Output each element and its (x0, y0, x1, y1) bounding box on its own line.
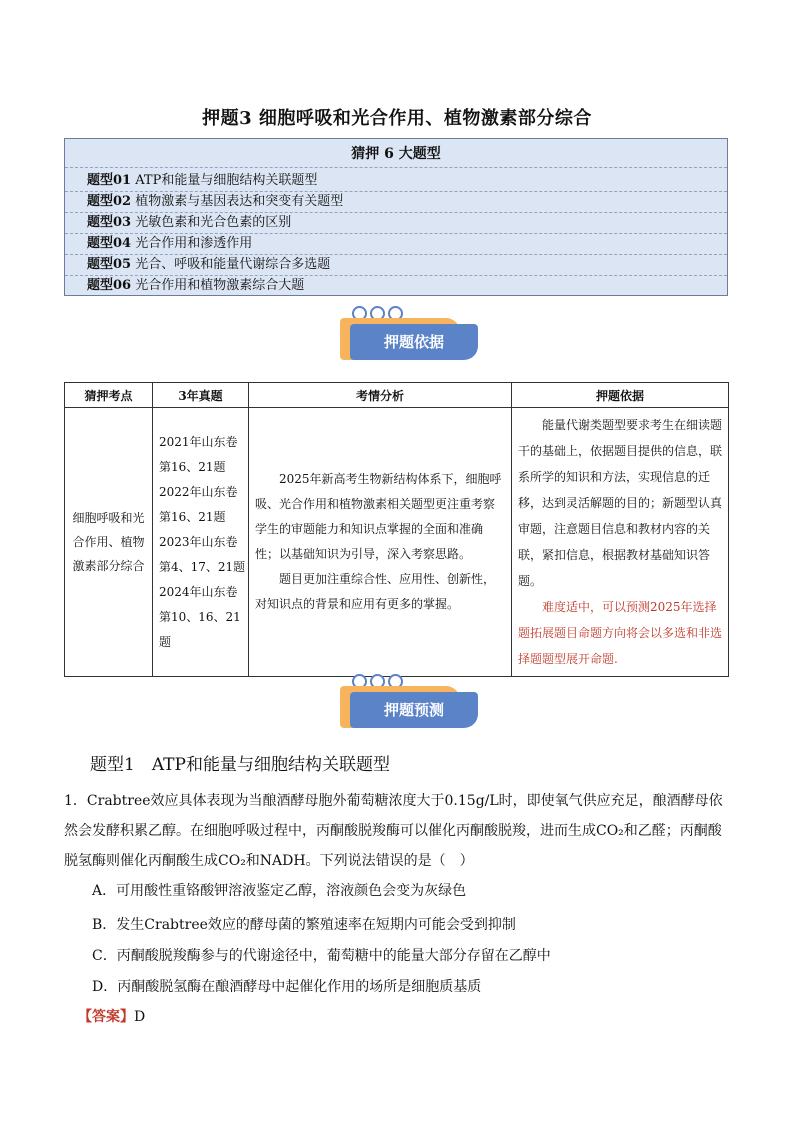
option-a: A．可用酸性重铬酸钾溶液鉴定乙醇，溶液颜色会变为灰绿色 (92, 883, 467, 899)
table-header-row (65, 383, 729, 408)
option-c: C．丙酮酸脱羧酶参与的代谢途径中，葡萄糖中的能量大部分存留在乙醇中 (92, 948, 551, 964)
table-header: 猜押考点 (65, 383, 153, 408)
page-title: 押题3 细胞呼吸和光合作用、植物激素部分综合 (202, 108, 592, 129)
badge-label: 押题依据 (350, 324, 478, 360)
answer-tag: 【答案】 (78, 1009, 134, 1025)
divider (65, 212, 727, 213)
topic-cell: 细胞呼吸和光合作用、植物激素部分综合 (65, 408, 153, 677)
divider (65, 167, 727, 168)
summary-item: 题型05 光合、呼吸和能量代谢综合多选题 (87, 257, 331, 272)
summary-item: 题型03 光敏色素和光合色素的区别 (87, 215, 292, 230)
question-stem: 1．Crabtree效应具体表现为当酿酒酵母胞外葡萄糖浓度大于0.15g/L时，即使氧气供应充足，酿酒酵母依然会发酵积累乙醇。在细胞呼吸过程中，丙酮酸脱羧酶可以催化丙酮酸脱羧，进而生成CO₂和乙醛；丙酮酸脱氢酶则催化丙酮酸生成CO₂和NADH。下列说法错误的是（ ） (64, 793, 723, 869)
years-cell: 2021年山东卷 第16、21题 2022年山东卷 第16、21题 2023年山东卷 第4、17、21题 2024年山东卷 第10、16、21 题 (153, 408, 249, 677)
table-row (65, 408, 729, 677)
summary-item: 题型06 光合作用和植物激素综合大题 (87, 278, 305, 293)
analysis-cell: 2025年新高考生物新结构体系下，细胞呼吸、光合作用和植物激素相关题型更注重考察学生的审题能力和知识点掌握的全面和准确性；以基础知识为引导，深入考察思路。 题目更加注重综合性、应用性、创新性，对知识点的背景和应用有更多的掌握。 (249, 408, 512, 677)
option-d: D．丙酮酸脱氢酶在酿酒酵母中起催化作用的场所是细胞质基质 (92, 979, 482, 995)
basis-cell: 能量代谢类题型要求考生在细读题干的基础上，依据题目提供的信息，联系所学的知识和方法，实现信息的迁移，达到灵活解题的目的；新题型认真审题，注意题目信息和教材内容的关联，紧扣信息，根据教材基础知识答题。 难度适中，可以预测2025年选择题拓展题目命题方向将会以多选和非选择题题型展开命题. (512, 408, 729, 677)
summary-item: 题型02 植物激素与基因表达和突变有关题型 (87, 194, 344, 209)
section-badge-forecast (340, 676, 480, 732)
section-badge-basis (340, 308, 480, 364)
table-header: 3年真题 (153, 383, 249, 408)
badge-label: 押题预测 (350, 692, 478, 728)
exam-analysis-table (64, 382, 729, 677)
summary-item: 题型01 ATP和能量与细胞结构关联题型 (87, 173, 318, 188)
divider (65, 254, 727, 255)
divider (65, 191, 727, 192)
answer-value: D (134, 1009, 146, 1025)
section-title: 题型1 ATP和能量与细胞结构关联题型 (90, 755, 390, 775)
answer (78, 1006, 145, 1026)
summary-box (64, 138, 728, 296)
option-b: B．发生Crabtree效应的酵母菌的繁殖速率在短期内可能会受到抑制 (92, 917, 516, 933)
summary-heading: 猜押 6 大题型 (351, 146, 441, 162)
table-header: 考情分析 (249, 383, 512, 408)
table-header: 押题依据 (512, 383, 729, 408)
divider (65, 233, 727, 234)
summary-item: 题型04 光合作用和渗透作用 (87, 236, 253, 251)
divider (65, 275, 727, 276)
